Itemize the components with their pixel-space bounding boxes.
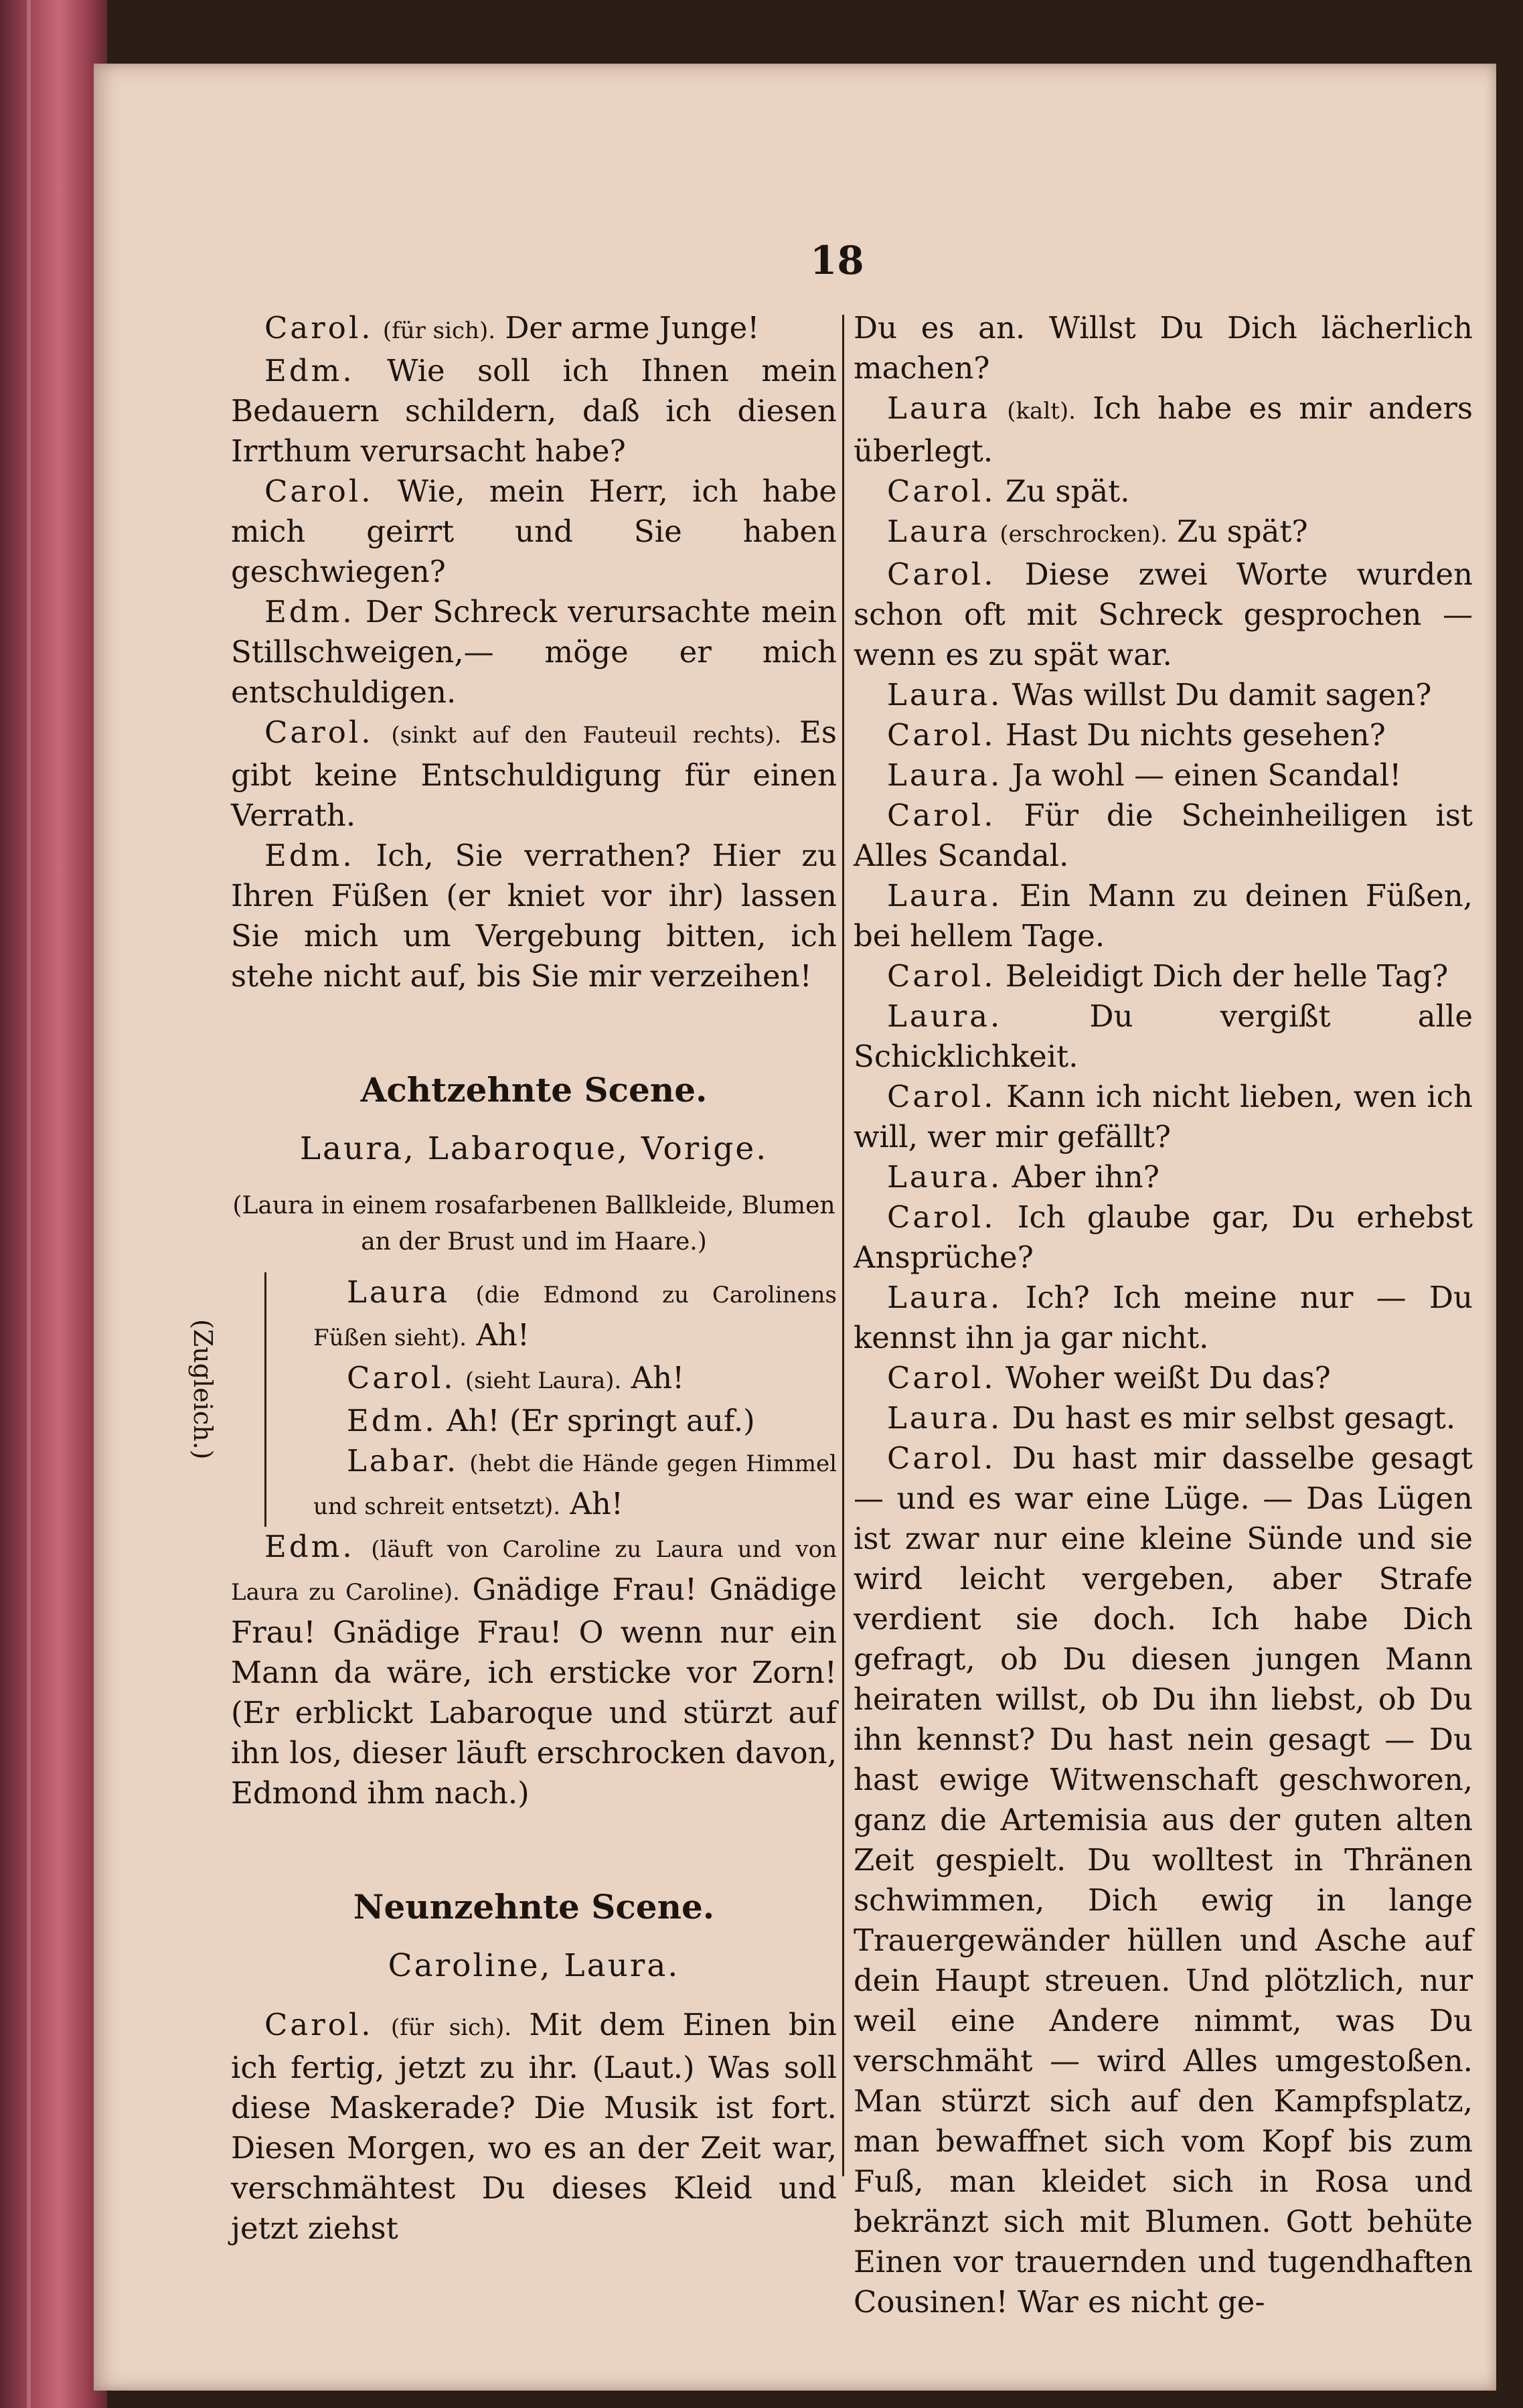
dialogue-line — [854, 876, 1473, 956]
speaker-name: Carol. — [887, 958, 996, 994]
dialogue-line — [231, 2005, 837, 2249]
dialogue-line — [854, 1278, 1473, 1358]
scene-18-stage-direction: (Laura in einem rosafarbenen Ballkleide, Blumen an der Brust und im Haare.) — [232, 1192, 835, 1256]
page-number: 18 — [810, 238, 864, 283]
stage-direction: (für sich). — [390, 2014, 512, 2041]
speaker-name: Laura. — [887, 757, 1003, 793]
speaker-name: Carol. — [887, 1079, 996, 1114]
dialogue-line — [231, 351, 837, 471]
speaker-name: Carol. — [347, 1360, 456, 1396]
speaker-name: Edm. — [264, 594, 355, 629]
spoken-text: Wie soll ich Ihnen mein Bedauern schildern, daß ich diesen Irrthum verursacht habe? — [231, 353, 837, 469]
speaker-name: Edm. — [347, 1403, 437, 1438]
speaker-name: Carol. — [264, 310, 374, 346]
dialogue-line — [854, 1358, 1473, 1398]
spoken-text: Ich? Ich meine nur — Du kennst ihn ja gar nicht. — [854, 1280, 1473, 1355]
spoken-text: Mit dem Einen bin ich fertig, jetzt zu ihr. (Laut.) Was soll diese Maskerade? Die Musik ist fort. Diesen Morgen, wo es an der Zeit war, verschmähtest Du dieses Kleid und jetzt ziehst — [231, 2007, 837, 2246]
spoken-text: Ah! — [570, 1486, 623, 1521]
stage-direction: (erschrocken). — [999, 521, 1168, 548]
spoken-text: Ah! — [631, 1360, 685, 1396]
dialogue-line — [231, 836, 837, 996]
dialogue-line — [854, 956, 1473, 996]
dialogue-line — [313, 1358, 837, 1401]
dialogue-line — [313, 1441, 837, 1527]
speaker-name: Edm. — [264, 353, 355, 388]
speaker-name: Laura — [887, 390, 991, 426]
dialogue-line — [854, 1398, 1473, 1438]
dialogue-line — [231, 1527, 837, 1813]
column-divider — [842, 315, 844, 2176]
spoken-text: Hast Du nichts gesehen? — [1005, 717, 1386, 753]
dialogue-line — [854, 675, 1473, 715]
speaker-name: Laura. — [887, 1280, 1003, 1315]
speaker-name: Laura. — [887, 1400, 1003, 1436]
spoken-text: Gnädige Frau! Gnädige Frau! Gnädige Frau! O wenn nur ein Mann da wäre, ich ersticke vor Zorn! (Er erblickt Labaroque und stürzt auf ihn los, dieser läuft erschrocken davon, Edmond ihm nach.) — [231, 1572, 837, 1811]
dialogue-line — [313, 1272, 837, 1358]
spoken-text: Der Schreck verursachte mein Stillschweigen,— möge er mich entschuldigen. — [231, 594, 837, 710]
spoken-text: Wie, mein Herr, ich habe mich geirrt und Sie haben geschwiegen? — [231, 473, 837, 589]
dialogue-line — [854, 512, 1473, 554]
scene-18-persons: Laura, Labaroque, Vorige. — [299, 1130, 769, 1167]
spoken-text: Du vergißt alle Schicklichkeit. — [854, 998, 1473, 1074]
stage-direction: (läuft von Caroline zu Laura und von Laura zu Caroline). — [231, 1536, 837, 1606]
speaker-name: Laura. — [887, 998, 1003, 1034]
speaker-name: Laura. — [887, 677, 1003, 712]
stage-direction: (sieht Laura). — [465, 1367, 622, 1394]
stage-direction: (für sich). — [382, 317, 496, 344]
dialogue-line — [854, 471, 1473, 512]
speaker-name: Edm. — [264, 838, 355, 873]
scene-19-title: Neunzehnte Scene. — [353, 1887, 715, 1927]
dialogue-block-3 — [231, 2005, 837, 2249]
dialogue-line — [231, 712, 837, 836]
dialogue-line — [854, 996, 1473, 1077]
simultaneous-group — [188, 1272, 837, 1527]
speaker-name: Carol. — [887, 798, 996, 833]
spoken-text: Der arme Junge! — [505, 310, 760, 346]
speaker-name: Carol. — [264, 473, 374, 509]
group-label-text: (Zugleich.) — [188, 1319, 218, 1460]
speaker-name: Carol. — [887, 1199, 996, 1235]
stage-direction: (hebt die Hände gegen Himmel und schreit entsetzt). — [313, 1450, 837, 1520]
dialogue-block-2 — [231, 1527, 837, 1813]
spoken-text: Woher weißt Du das? — [1005, 1360, 1331, 1396]
spoken-text: Ich, Sie verrathen? Hier zu Ihren Füßen (er kniet vor ihr) lassen Sie mich um Vergebung bitten, ich stehe nicht auf, bis Sie mir verzeihen! — [231, 838, 837, 994]
speaker-name: Carol. — [887, 556, 996, 592]
dialogue-line — [854, 1197, 1473, 1278]
spoken-text: Was willst Du damit sagen? — [1012, 677, 1432, 712]
spoken-text: Kann ich nicht lieben, wen ich will, wer mir gefällt? — [854, 1079, 1473, 1154]
spoken-text: Ich habe es mir anders überlegt. — [854, 390, 1473, 469]
spoken-text: Ah! — [476, 1317, 530, 1353]
dialogue-line — [854, 755, 1473, 796]
dialogue-line — [313, 1401, 837, 1441]
dialogue-line — [231, 471, 837, 592]
speaker-name: Carol. — [887, 717, 996, 753]
spoken-text: Aber ihn? — [1012, 1159, 1159, 1195]
speaker-name: Laura — [347, 1274, 451, 1310]
spoken-text: Ah! (Er springt auf.) — [446, 1403, 755, 1438]
dialogue-block-1 — [231, 308, 837, 996]
dialogue-line — [231, 308, 837, 351]
dialogue-line — [854, 554, 1473, 675]
speaker-name: Carol. — [264, 714, 374, 750]
scene-19-persons: Caroline, Laura. — [388, 1947, 680, 1984]
spoken-text: Zu spät. — [1005, 473, 1130, 509]
continuation-text: Du es an. Willst Du Dich lächerlich machen? — [854, 310, 1473, 386]
left-column — [188, 308, 837, 2249]
speaker-name: Laura — [887, 514, 991, 549]
spoken-text: Beleidigt Dich der helle Tag? — [1005, 958, 1449, 994]
dialogue-line — [854, 1157, 1473, 1197]
dialogue-line — [854, 1438, 1473, 2322]
spoken-text: Ich glaube gar, Du erhebst Ansprüche? — [854, 1199, 1473, 1275]
spoken-text: Ein Mann zu deinen Füßen, bei hellem Tage. — [854, 878, 1473, 954]
speaker-name: Carol. — [264, 2007, 374, 2042]
speaker-name: Carol. — [887, 1440, 996, 1476]
spoken-text: Diese zwei Worte wurden schon oft mit Schreck gesprochen — wenn es zu spät war. — [854, 556, 1473, 672]
right-dialogue — [854, 388, 1473, 2322]
right-column — [854, 308, 1473, 2322]
stage-direction: (sinkt auf den Fauteuil rechts). — [391, 722, 782, 749]
spoken-text: Du hast es mir selbst gesagt. — [1012, 1400, 1456, 1436]
spoken-text: Zu spät? — [1177, 514, 1308, 549]
dialogue-line — [854, 1077, 1473, 1157]
dialogue-line — [231, 592, 837, 712]
speaker-name: Edm. — [264, 1529, 355, 1564]
stage-direction: (die Edmond zu Carolinens Füßen sieht). — [313, 1282, 837, 1351]
speaker-name: Laura. — [887, 878, 1003, 913]
speaker-name: Labar. — [347, 1443, 459, 1479]
book-cover-edge — [0, 0, 107, 2408]
dialogue-line — [854, 796, 1473, 876]
spoken-text: Du hast mir dasselbe gesagt — und es war eine Lüge. — Das Lügen ist zwar nur eine kleine Sünde und sie wird leicht vergeben, aber Strafe verdient sie doch. Ich habe Dich gefragt, ob Du diesen jungen Mann heiraten willst, ob Du ihn liebst, ob Du ihn kennst? Du hast nein gesagt — Du hast ewige Witwenschaft geschworen, ganz die Artemisia aus der guten alten Zeit gespielt. Du wolltest in Thränen schwimmen, Dich ewig in lange Trauergewänder hüllen und Asche auf dein Haupt streuen. Und plötzlich, nur weil eine Andere nimmt, was Du verschmäht — wird Alles umgestoßen. Man stürzt sich auf den Kampfsplatz, man bewaffnet sich vom Kopf bis zum Fuß, man kleidet sich in Rosa und bekränzt sich mit Blumen. Gott behüte Einen vor trauernden und tugendhaften Cousinen! War es nicht ge- — [854, 1440, 1473, 2320]
spoken-text: Ja wohl — einen Scandal! — [1012, 757, 1402, 793]
group-lines — [313, 1272, 837, 1527]
speaker-name: Carol. — [887, 1360, 996, 1396]
spoken-text: Es gibt keine Entschuldigung für einen Verrath. — [231, 714, 837, 833]
scene-18-title: Achtzehnte Scene. — [360, 1070, 708, 1110]
dialogue-line — [854, 715, 1473, 755]
dialogue-line — [854, 388, 1473, 471]
stage-direction: (kalt). — [1007, 398, 1076, 425]
speaker-name: Laura. — [887, 1159, 1003, 1195]
group-label — [189, 1319, 230, 1507]
speaker-name: Carol. — [887, 473, 996, 509]
spoken-text: Für die Scheinheiligen ist Alles Scandal. — [854, 798, 1473, 873]
